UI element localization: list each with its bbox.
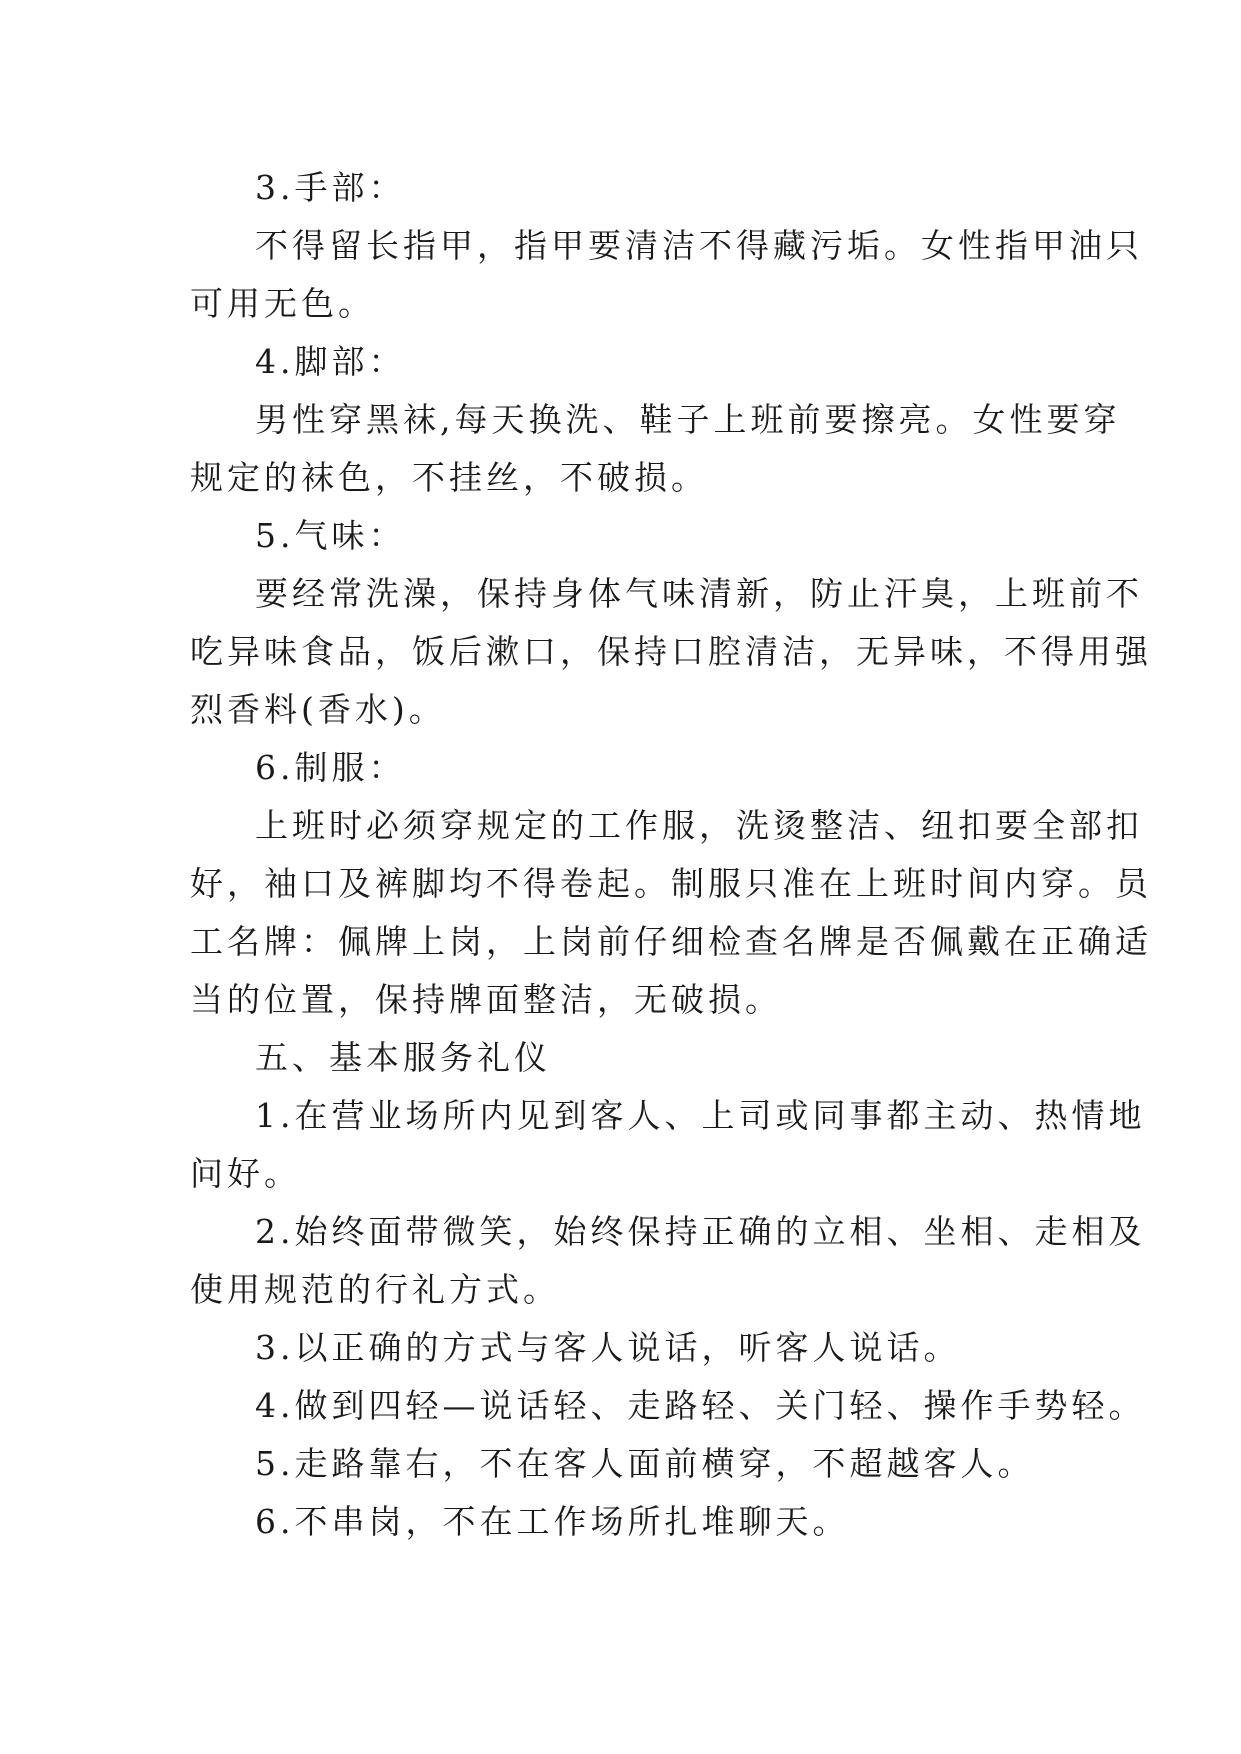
list-item: 2.始终面带微笑，始终保持正确的立相、坐相、走相及	[255, 1212, 1146, 1251]
section-heading: 五、基本服务礼仪	[255, 1038, 551, 1077]
paragraph-line: 当的位置，保持牌面整洁，无破损。	[190, 980, 782, 1019]
paragraph-line: 男性穿黑袜,每天换洗、鞋子上班前要擦亮。女性要穿	[255, 400, 1121, 439]
list-item: 4.做到四轻—说话轻、走路轻、关门轻、操作手势轻。	[255, 1386, 1146, 1425]
list-item-continuation: 问好。	[190, 1154, 301, 1193]
paragraph-line: 上班时必须穿规定的工作服，洗烫整洁、纽扣要全部扣	[255, 806, 1143, 845]
paragraph-line: 规定的袜色，不挂丝，不破损。	[190, 458, 708, 497]
paragraph-line: 烈香料(香水)。	[190, 690, 446, 729]
heading-feet: 4.脚部：	[255, 342, 406, 381]
paragraph-line: 好，袖口及裤脚均不得卷起。制服只准在上班时间内穿。员	[190, 864, 1152, 903]
list-item: 3.以正确的方式与客人说话，听客人说话。	[255, 1328, 961, 1367]
paragraph-line: 可用无色。	[190, 284, 375, 323]
heading-hands: 3.手部：	[255, 168, 406, 207]
list-item: 5.走路靠右，不在客人面前横穿，不超越客人。	[255, 1444, 1035, 1483]
paragraph-line: 不得留长指甲，指甲要清洁不得藏污垢。女性指甲油只	[255, 226, 1143, 265]
heading-odor: 5.气味：	[255, 516, 406, 555]
list-item: 6.不串岗，不在工作场所扎堆聊天。	[255, 1502, 850, 1541]
list-item: 1.在营业场所内见到客人、上司或同事都主动、热情地	[255, 1096, 1146, 1135]
paragraph-line: 吃异味食品，饭后漱口，保持口腔清洁，无异味，不得用强	[190, 632, 1152, 671]
list-item-continuation: 使用规范的行礼方式。	[190, 1270, 560, 1309]
paragraph-line: 要经常洗澡，保持身体气味清新，防止汗臭，上班前不	[255, 574, 1143, 613]
heading-uniform: 6.制服：	[255, 748, 406, 787]
paragraph-line: 工名牌：佩牌上岗，上岗前仔细检查名牌是否佩戴在正确适	[190, 922, 1152, 961]
